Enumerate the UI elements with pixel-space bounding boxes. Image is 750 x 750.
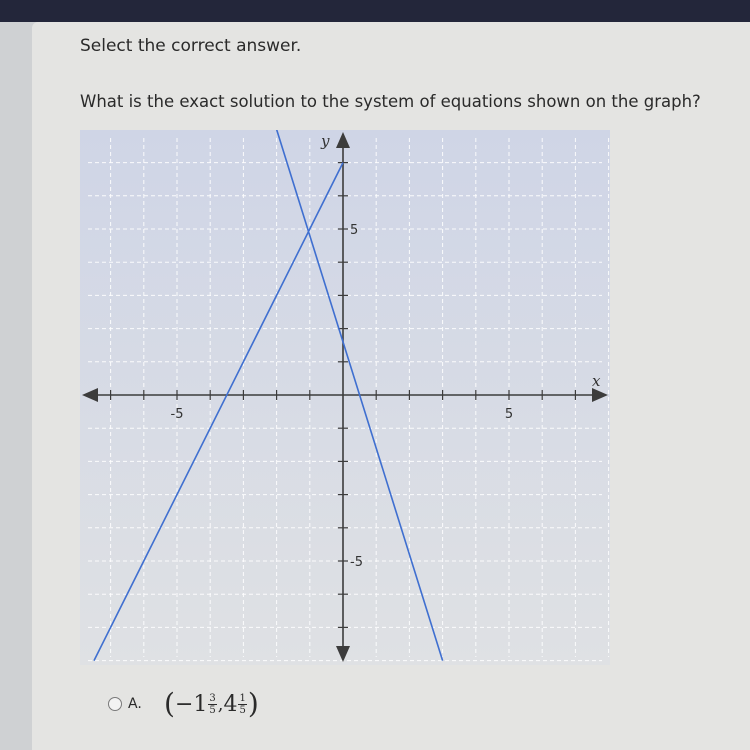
graph-background [80, 130, 610, 665]
answer-y-numerator: 1 [239, 692, 246, 704]
answer-y-denominator: 5 [239, 704, 246, 716]
instruction-text: Select the correct answer. [80, 36, 302, 56]
answer-x-whole: −1 [174, 691, 208, 717]
y-axis-label: y [321, 132, 330, 150]
coordinate-graph [80, 130, 610, 665]
x-tick-label-neg5: -5 [170, 407, 184, 422]
option-a[interactable] [108, 687, 259, 720]
y-tick-label-5: 5 [350, 223, 359, 238]
y-tick-label-neg5: -5 [350, 555, 363, 570]
answer-x-numerator: 3 [209, 692, 216, 704]
answer-comma: , [217, 693, 224, 715]
open-paren: ( [164, 687, 175, 720]
answer-y-fraction [238, 693, 246, 716]
option-a-radio[interactable] [108, 697, 122, 711]
answer-x-denominator: 5 [209, 704, 216, 716]
answer-x-fraction [208, 693, 216, 716]
answer-y-whole: 4 [223, 691, 238, 717]
option-a-letter: A. [128, 696, 142, 712]
x-axis-label: x [592, 372, 601, 390]
question-text: What is the exact solution to the system of equations shown on the graph? [80, 92, 701, 111]
top-bar [0, 0, 750, 22]
option-a-answer [164, 687, 259, 720]
x-tick-label-5: 5 [504, 407, 514, 422]
close-paren: ) [247, 687, 259, 720]
